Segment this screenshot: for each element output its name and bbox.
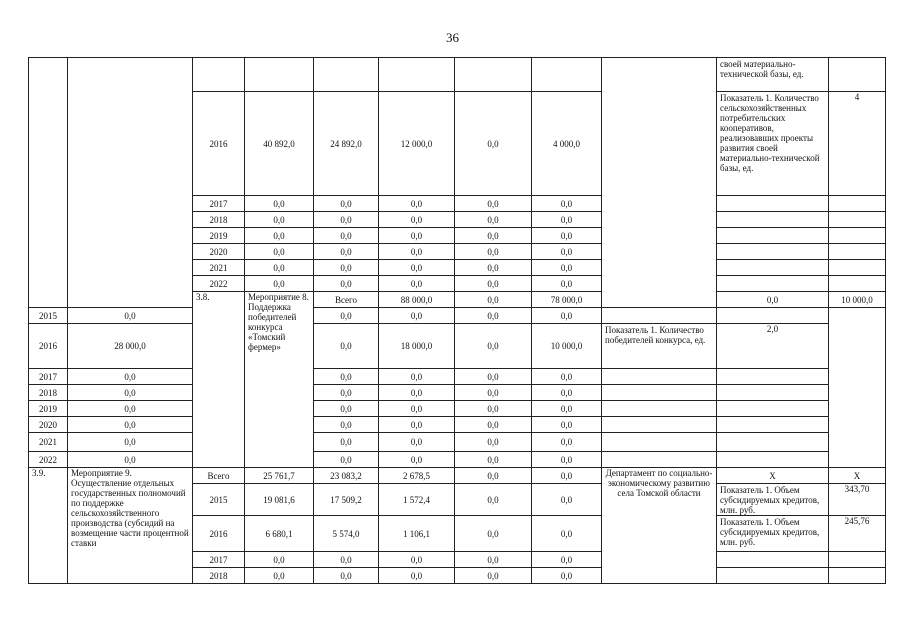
- num-cell: 3.8.: [193, 292, 245, 468]
- regional-cell: 0,0: [379, 369, 455, 385]
- local-cell: 0,0: [455, 276, 532, 292]
- year-cell: 2016: [193, 92, 245, 196]
- responsible-cell: Департамент по социально-экономическому развитию села Томской области: [602, 468, 717, 584]
- year-cell: 2020: [29, 417, 68, 433]
- local-cell: 0,0: [455, 484, 532, 516]
- total-cell: 0,0: [68, 433, 193, 452]
- federal-cell: 0,0: [314, 552, 379, 568]
- local-cell: 0,0: [455, 417, 532, 433]
- indicator-cell: [602, 369, 717, 385]
- indicator-cell: своей материально-технической базы, ед.: [717, 58, 829, 92]
- year-cell: 2020: [193, 244, 245, 260]
- regional-cell: 0,0: [379, 385, 455, 401]
- table-row: [29, 468, 886, 484]
- federal-cell: 0,0: [314, 212, 379, 228]
- empty-cell: [532, 58, 602, 92]
- program-table: [28, 57, 886, 584]
- extra-budget-cell: 0,0: [532, 401, 602, 417]
- local-cell: 0,0: [455, 308, 532, 324]
- total-cell: 0,0: [245, 244, 314, 260]
- year-cell: 2016: [193, 516, 245, 552]
- local-cell: 0,0: [455, 244, 532, 260]
- value-cell: [829, 276, 886, 292]
- total-cell: 0,0: [245, 260, 314, 276]
- total-cell: 0,0: [245, 568, 314, 584]
- value-cell: 4: [829, 92, 886, 196]
- year-cell: 2018: [29, 385, 68, 401]
- federal-cell: 0,0: [455, 292, 532, 308]
- indicator-cell: [602, 417, 717, 433]
- indicator-cell: Х: [717, 468, 829, 484]
- regional-cell: 0,0: [379, 401, 455, 417]
- table-row: [29, 308, 886, 324]
- federal-cell: 23 083,2: [314, 468, 379, 484]
- year-cell: 2017: [193, 552, 245, 568]
- value-cell: [829, 568, 886, 584]
- regional-cell: 2 678,5: [379, 468, 455, 484]
- regional-cell: 12 000,0: [379, 92, 455, 196]
- extra-budget-cell: 0,0: [532, 417, 602, 433]
- total-cell: 19 081,6: [245, 484, 314, 516]
- local-cell: 0,0: [455, 552, 532, 568]
- value-cell: Х: [829, 468, 886, 484]
- regional-cell: 0,0: [379, 276, 455, 292]
- extra-budget-cell: 4 000,0: [532, 92, 602, 196]
- federal-cell: 0,0: [314, 452, 379, 468]
- extra-budget-cell: 0,0: [532, 244, 602, 260]
- value-cell: [717, 452, 829, 468]
- indicator-cell: [602, 385, 717, 401]
- local-cell: 0,0: [455, 433, 532, 452]
- regional-cell: 78 000,0: [532, 292, 602, 308]
- empty-cell: [379, 58, 455, 92]
- extra-budget-cell: 0,0: [532, 196, 602, 212]
- extra-budget-cell: 0,0: [532, 568, 602, 584]
- value-cell: [829, 552, 886, 568]
- value-cell: [829, 260, 886, 276]
- total-cell: 0,0: [245, 552, 314, 568]
- value-cell: [829, 244, 886, 260]
- total-cell: 0,0: [68, 369, 193, 385]
- federal-cell: 0,0: [314, 417, 379, 433]
- regional-cell: 1 572,4: [379, 484, 455, 516]
- indicator-cell: [717, 196, 829, 212]
- indicator-cell: Показатель 1. Количество победителей конкурса, ед.: [602, 324, 717, 369]
- local-cell: 0,0: [455, 228, 532, 244]
- indicator-cell: [717, 276, 829, 292]
- extra-budget-cell: 0,0: [532, 552, 602, 568]
- value-cell: [717, 369, 829, 385]
- extra-budget-cell: 0,0: [532, 452, 602, 468]
- extra-budget-cell: 0,0: [532, 212, 602, 228]
- extra-budget-cell: 0,0: [532, 308, 602, 324]
- num-cell: 3.9.: [29, 468, 68, 584]
- indicator-cell: Показатель 1. Объем субсидируемых кредитов, млн. руб.: [717, 484, 829, 516]
- year-cell: 2019: [29, 401, 68, 417]
- extra-budget-cell: 0,0: [532, 385, 602, 401]
- value-cell: [829, 228, 886, 244]
- value-cell: 245,76: [829, 516, 886, 552]
- federal-cell: 0,0: [314, 308, 379, 324]
- federal-cell: 0,0: [314, 244, 379, 260]
- federal-cell: 5 574,0: [314, 516, 379, 552]
- total-cell: 40 892,0: [245, 92, 314, 196]
- year-cell: 2018: [193, 212, 245, 228]
- federal-cell: 0,0: [314, 196, 379, 212]
- regional-cell: 0,0: [379, 417, 455, 433]
- indicator-cell: [602, 433, 717, 452]
- federal-cell: 0,0: [314, 324, 379, 369]
- regional-cell: 18 000,0: [379, 324, 455, 369]
- local-cell: 0,0: [455, 92, 532, 196]
- total-cell: 0,0: [245, 196, 314, 212]
- value-cell: [717, 401, 829, 417]
- table-row: [29, 452, 886, 468]
- year-cell: 2019: [193, 228, 245, 244]
- extra-budget-cell: 0,0: [532, 468, 602, 484]
- page-number: 36: [446, 30, 459, 45]
- local-cell: 0,0: [455, 468, 532, 484]
- extra-budget-cell: 0,0: [532, 516, 602, 552]
- table-row: [29, 385, 886, 401]
- local-cell: 0,0: [455, 452, 532, 468]
- empty-cell: [314, 58, 379, 92]
- federal-cell: 24 892,0: [314, 92, 379, 196]
- regional-cell: 0,0: [379, 260, 455, 276]
- value-cell: [717, 433, 829, 452]
- local-cell: 0,0: [717, 292, 829, 308]
- federal-cell: 0,0: [314, 385, 379, 401]
- year-cell: 2021: [29, 433, 68, 452]
- num-cell: [29, 58, 68, 308]
- year-cell: 2022: [193, 276, 245, 292]
- regional-cell: 0,0: [379, 228, 455, 244]
- total-cell: 6 680,1: [245, 516, 314, 552]
- total-cell: 25 761,7: [245, 468, 314, 484]
- extra-budget-cell: 0,0: [532, 260, 602, 276]
- empty-cell: [455, 58, 532, 92]
- year-cell: 2017: [193, 196, 245, 212]
- table-row: [29, 433, 886, 452]
- regional-cell: 0,0: [379, 196, 455, 212]
- total-cell: 0,0: [68, 308, 193, 324]
- federal-cell: 0,0: [314, 401, 379, 417]
- value-cell: 2,0: [717, 324, 829, 369]
- total-cell: 0,0: [245, 212, 314, 228]
- extra-budget-cell: 0,0: [532, 228, 602, 244]
- local-cell: 0,0: [455, 212, 532, 228]
- indicator-cell: [602, 401, 717, 417]
- indicator-cell: [717, 244, 829, 260]
- indicator-cell: [717, 260, 829, 276]
- regional-cell: 0,0: [379, 244, 455, 260]
- total-cell: 88 000,0: [379, 292, 455, 308]
- total-cell: 0,0: [68, 385, 193, 401]
- local-cell: 0,0: [455, 385, 532, 401]
- total-cell: 0,0: [68, 401, 193, 417]
- local-cell: 0,0: [455, 401, 532, 417]
- measure-name-cell: Мероприятие 9. Осуществление отдельных государственных полномочий по поддержке сельскохозяйственного производства (субсидий на возмещение части процентной ставки: [68, 468, 193, 584]
- local-cell: 0,0: [455, 369, 532, 385]
- value-cell: [717, 417, 829, 433]
- federal-cell: 0,0: [314, 568, 379, 584]
- federal-cell: 17 509,2: [314, 484, 379, 516]
- extra-budget-cell: 10 000,0: [532, 324, 602, 369]
- measure-name-cell: Мероприятие 8. Поддержка победителей конкурса «Томский фермер»: [245, 292, 314, 468]
- federal-cell: 0,0: [314, 260, 379, 276]
- year-cell: 2015: [193, 484, 245, 516]
- value-cell: [829, 212, 886, 228]
- table-row: [29, 324, 886, 369]
- empty-cell: [245, 58, 314, 92]
- value-cell: [829, 58, 886, 92]
- value-cell: [829, 196, 886, 212]
- indicator-cell: [602, 308, 717, 324]
- indicator-cell: Показатель 1. Объем субсидируемых кредитов, млн. руб.: [717, 516, 829, 552]
- regional-cell: 1 106,1: [379, 516, 455, 552]
- table-row: [29, 401, 886, 417]
- local-cell: 0,0: [455, 516, 532, 552]
- table-row: [29, 369, 886, 385]
- federal-cell: 0,0: [314, 369, 379, 385]
- total-cell: 0,0: [245, 276, 314, 292]
- year-cell: 2017: [29, 369, 68, 385]
- table-row: [29, 58, 886, 92]
- year-cell: 2022: [29, 452, 68, 468]
- year-cell: 2015: [29, 308, 68, 324]
- regional-cell: 0,0: [379, 433, 455, 452]
- regional-cell: 0,0: [379, 552, 455, 568]
- year-cell: 2018: [193, 568, 245, 584]
- local-cell: 0,0: [455, 196, 532, 212]
- empty-cell: [193, 58, 245, 92]
- year-cell: 2016: [29, 324, 68, 369]
- total-cell: 0,0: [68, 417, 193, 433]
- extra-budget-cell: 0,0: [532, 369, 602, 385]
- indicator-cell: Показатель 1. Количество сельскохозяйственных потребительских кооперативов, реализовавших проекты развития своей материально-технической базы, ед.: [717, 92, 829, 196]
- indicator-cell: [602, 452, 717, 468]
- indicator-cell: [717, 568, 829, 584]
- federal-cell: 0,0: [314, 228, 379, 244]
- local-cell: 0,0: [455, 260, 532, 276]
- federal-cell: 0,0: [314, 276, 379, 292]
- extra-budget-cell: 0,0: [532, 433, 602, 452]
- table-body: [29, 58, 886, 584]
- name-cell: [68, 58, 193, 308]
- federal-cell: 0,0: [314, 433, 379, 452]
- year-cell: Всего: [193, 468, 245, 484]
- value-cell: 343,70: [829, 484, 886, 516]
- extra-budget-cell: 0,0: [532, 276, 602, 292]
- extra-budget-cell: 10 000,0: [829, 292, 886, 308]
- extra-budget-cell: 0,0: [532, 484, 602, 516]
- year-cell: 2021: [193, 260, 245, 276]
- indicator-cell: [717, 228, 829, 244]
- regional-cell: 0,0: [379, 452, 455, 468]
- regional-cell: 0,0: [379, 212, 455, 228]
- value-cell: [717, 385, 829, 401]
- regional-cell: 0,0: [379, 568, 455, 584]
- local-cell: 0,0: [455, 324, 532, 369]
- local-cell: 0,0: [455, 568, 532, 584]
- responsible-cell: [602, 58, 717, 308]
- year-cell: Всего: [314, 292, 379, 308]
- indicator-cell: [717, 212, 829, 228]
- total-cell: 0,0: [68, 452, 193, 468]
- indicator-cell: [717, 552, 829, 568]
- total-cell: 28 000,0: [68, 324, 193, 369]
- regional-cell: 0,0: [379, 308, 455, 324]
- total-cell: 0,0: [245, 228, 314, 244]
- value-cell: [717, 308, 829, 324]
- table-row: [29, 417, 886, 433]
